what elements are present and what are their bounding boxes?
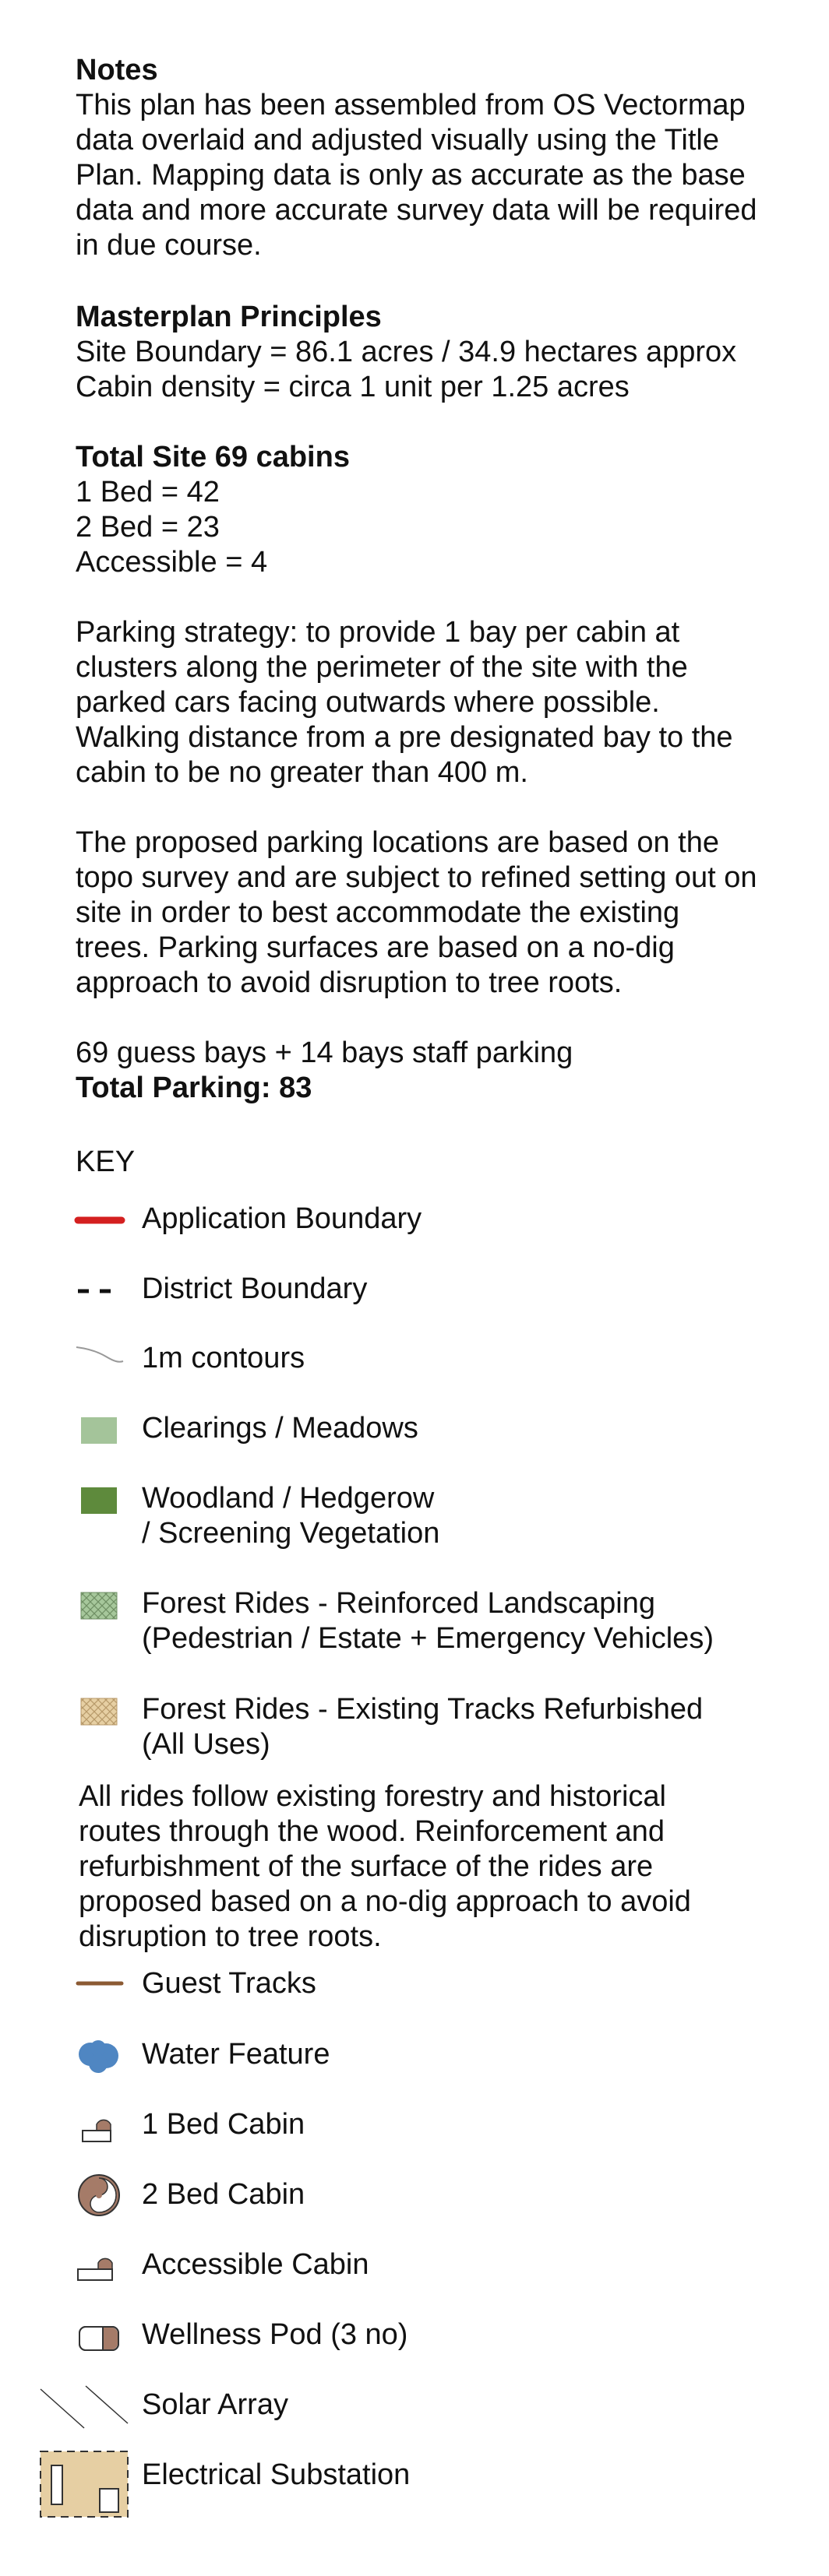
key-label: Water Feature [142,2038,330,2071]
parking-strategy-line: cabin to be no greater than 400 m. [76,756,528,789]
parking-locations-line: The proposed parking locations are based on the [76,826,719,859]
key-label: 1m contours [142,1342,305,1374]
parking-strategy-section [76,615,808,790]
key-item-district-boundary [0,1272,829,1326]
site-heading: Total Site 69 cabins [76,441,350,473]
key-label [142,1692,703,1762]
parking-bays-line: 69 guess bays + 14 bays staff parking [76,1036,573,1069]
key-label: Guest Tracks [142,1967,316,2000]
key-item-solar-array [0,2388,829,2442]
site-line: 2 Bed = 23 [76,511,220,544]
key-label: 2 Bed Cabin [142,2178,305,2211]
key-label: 1 Bed Cabin [142,2108,305,2141]
key-label: Accessible Cabin [142,2248,369,2281]
site-line: 1 Bed = 42 [76,476,220,509]
parking-total-section [76,1036,808,1106]
contour-line-icon [75,1341,125,1380]
parking-strategy-line: parked cars facing outwards where possible. [76,686,660,719]
key-label: Clearings / Meadows [142,1412,418,1445]
notes-section [76,53,808,263]
key-item-forest-rides-refurbished [0,1692,829,1761]
rides-note-line: disruption to tree roots. [79,1920,382,1953]
key-label: Application Boundary [142,1202,422,1235]
key-item-accessible-cabin [0,2247,829,2302]
notes-line: in due course. [76,229,262,262]
site-section [76,440,808,580]
reinforced-hatch-swatch-icon [75,1586,125,1625]
rides-note [79,1779,811,1955]
water-feature-icon [75,2037,125,2076]
wellness-pod-icon [75,2317,125,2356]
rides-note-line: routes through the wood. Reinforcement and [79,1815,665,1848]
key-label-line2: (All Uses) [142,1728,270,1761]
clearings-swatch-icon [75,1411,125,1450]
solar-array-icon [37,2388,131,2426]
key-item-contours [0,1341,829,1395]
key-label: Wellness Pod (3 no) [142,2318,408,2351]
refurbished-hatch-swatch-icon [75,1692,125,1731]
notes-line: data overlaid and adjusted visually using the Title [76,124,719,157]
notes-line: Plan. Mapping data is only as accurate as the base [76,159,746,192]
key-item-water-feature [0,2037,829,2092]
guest-tracks-line-icon [75,1966,125,2005]
principles-section [76,300,808,405]
notes-line: data and more accurate survey data will be required [76,194,757,227]
electrical-substation-icon [37,2448,134,2487]
parking-total: Total Parking: 83 [76,1072,312,1104]
principles-line: Site Boundary = 86.1 acres / 34.9 hectares approx [76,336,737,368]
key-item-woodland [0,1481,829,1550]
accessible-cabin-icon [75,2247,125,2286]
key-label [142,1481,439,1551]
key-item-forest-rides-reinforced [0,1586,829,1655]
principles-line: Cabin density = circa 1 unit per 1.25 acres [76,371,630,403]
key-label-line1: Forest Rides - Existing Tracks Refurbished [142,1693,704,1726]
key-label [142,1586,714,1656]
parking-locations-line: trees. Parking surfaces are based on a no-dig [76,931,675,964]
key-item-electrical-substation [0,2458,829,2512]
parking-locations-line: site in order to best accommodate the existing [76,896,680,929]
key-label: District Boundary [142,1272,368,1305]
notes-line: This plan has been assembled from OS Vectormap [76,89,746,121]
rides-note-line: proposed based on a no-dig approach to avoid [79,1885,691,1918]
parking-strategy-line: Walking distance from a pre designated bay to the [76,721,733,754]
key-item-two-bed-cabin [0,2177,829,2232]
site-line: Accessible = 4 [76,546,268,579]
key-label-line1: Woodland / Hedgerow [142,1482,435,1515]
parking-locations-section [76,825,808,1001]
principles-heading: Masterplan Principles [76,301,382,333]
rides-note-line: All rides follow existing forestry and historical [79,1780,666,1813]
parking-locations-line: approach to avoid disruption to tree roots. [76,966,623,999]
application-boundary-line-icon [75,1202,125,1240]
key-heading: KEY [76,1145,136,1178]
key-label-line1: Forest Rides - Reinforced Landscaping [142,1587,656,1620]
two-bed-cabin-icon [75,2177,125,2216]
key-item-guest-tracks [0,1966,829,2021]
key-item-application-boundary [0,1202,829,1256]
key-item-clearings [0,1411,829,1466]
key-label-line2: / Screening Vegetation [142,1517,440,1550]
notes-heading: Notes [76,54,158,86]
key-label: Solar Array [142,2388,288,2421]
district-boundary-dashed-icon [75,1272,125,1311]
key-item-wellness-pod [0,2317,829,2372]
parking-locations-line: topo survey and are subject to refined setting out on [76,861,757,894]
parking-strategy-line: clusters along the perimeter of the site with the [76,651,688,684]
woodland-swatch-icon [75,1481,125,1520]
parking-strategy-line: Parking strategy: to provide 1 bay per cabin at [76,616,680,649]
key-item-one-bed-cabin [0,2107,829,2162]
one-bed-cabin-icon [75,2107,125,2146]
key-section [76,1145,808,1180]
key-label-line2: (Pedestrian / Estate + Emergency Vehicles) [142,1622,714,1655]
key-label: Electrical Substation [142,2458,411,2491]
rides-note-line: refurbishment of the surface of the rides are [79,1850,654,1883]
